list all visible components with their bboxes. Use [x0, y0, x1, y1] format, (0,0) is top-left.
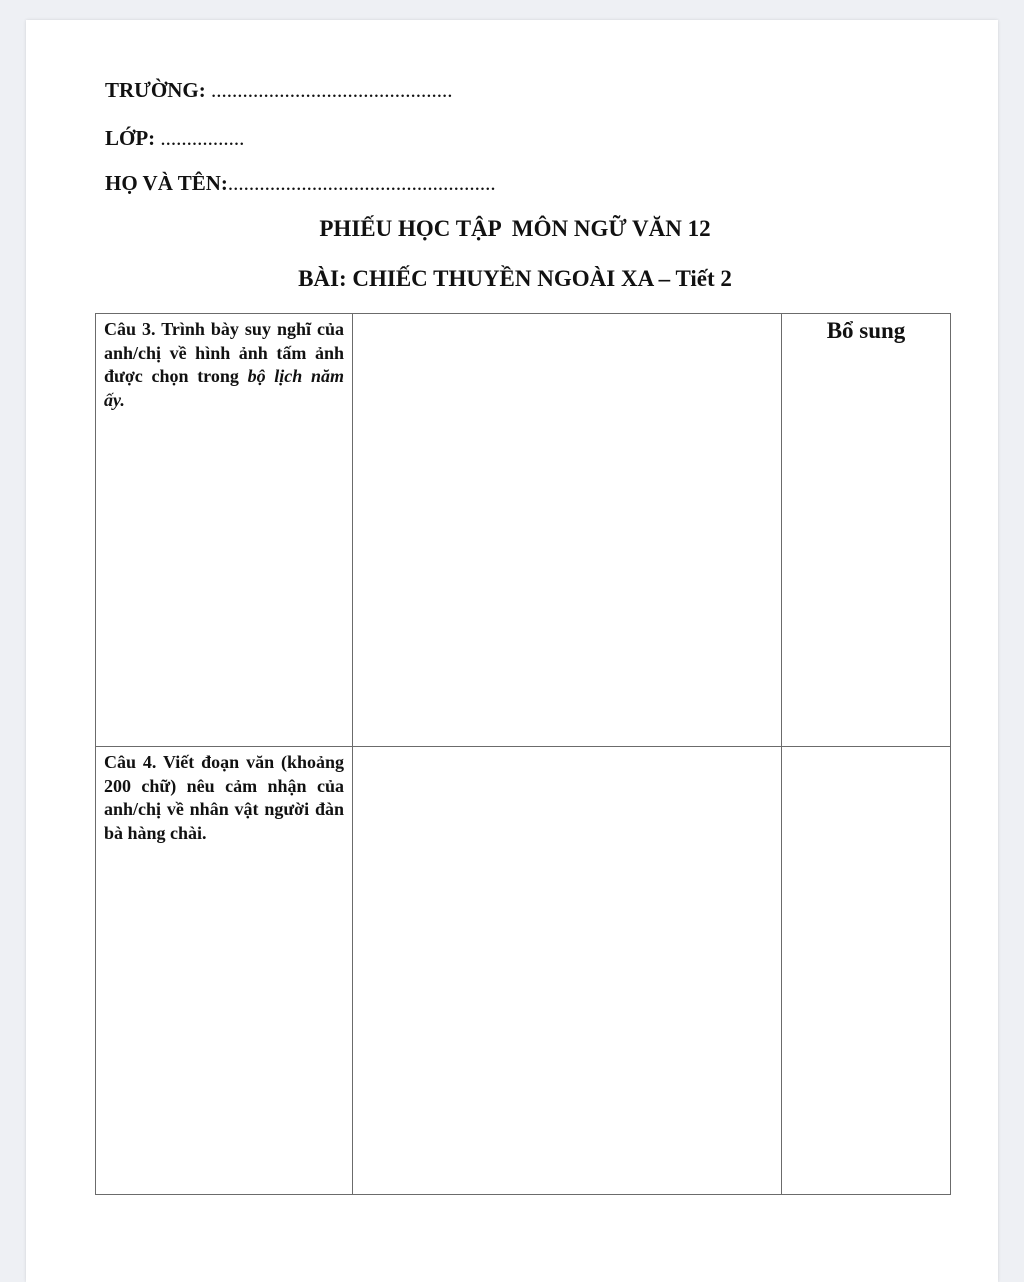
answer-table: [95, 313, 951, 1195]
question-3-main: Câu 3. Trình bày suy nghĩ của anh/chị về hình ảnh tấm ảnh được chọn trong: [104, 319, 344, 386]
name-field: [105, 171, 496, 196]
class-blank: ................: [160, 126, 245, 150]
question-cell: [96, 314, 353, 747]
supplement-cell[interactable]: [782, 314, 951, 747]
school-field: [105, 78, 452, 103]
school-blank: ..............................................: [210, 78, 453, 102]
table-row: [96, 747, 951, 1195]
table-row: [96, 314, 951, 747]
class-label: LỚP:: [105, 126, 156, 150]
question-3-text: [96, 314, 352, 412]
supplement-cell[interactable]: [782, 747, 951, 1195]
question-cell: [96, 747, 353, 1195]
name-blank: ...................................................: [227, 171, 496, 195]
answer-cell[interactable]: [353, 314, 782, 747]
name-label: HỌ VÀ TÊN:: [105, 171, 228, 195]
worksheet-title: PHIẾU HỌC TẬP MÔN NGỮ VĂN 12: [319, 216, 711, 241]
answer-cell[interactable]: [353, 747, 782, 1195]
worksheet-page: [26, 20, 998, 1282]
question-3-italic: bộ lịch năm ấy.: [104, 366, 345, 410]
supplement-header: Bổ sung: [826, 318, 906, 343]
school-label: TRƯỜNG:: [105, 78, 206, 102]
question-4-text: Câu 4. Viết đoạn văn (khoảng 200 chữ) nêu cảm nhận của anh/chị về nhân vật người đàn bà hàng chài.: [104, 752, 344, 843]
class-field: [105, 126, 244, 151]
lesson-title: BÀI: CHIẾC THUYỀN NGOÀI XA – Tiết 2: [298, 266, 732, 291]
